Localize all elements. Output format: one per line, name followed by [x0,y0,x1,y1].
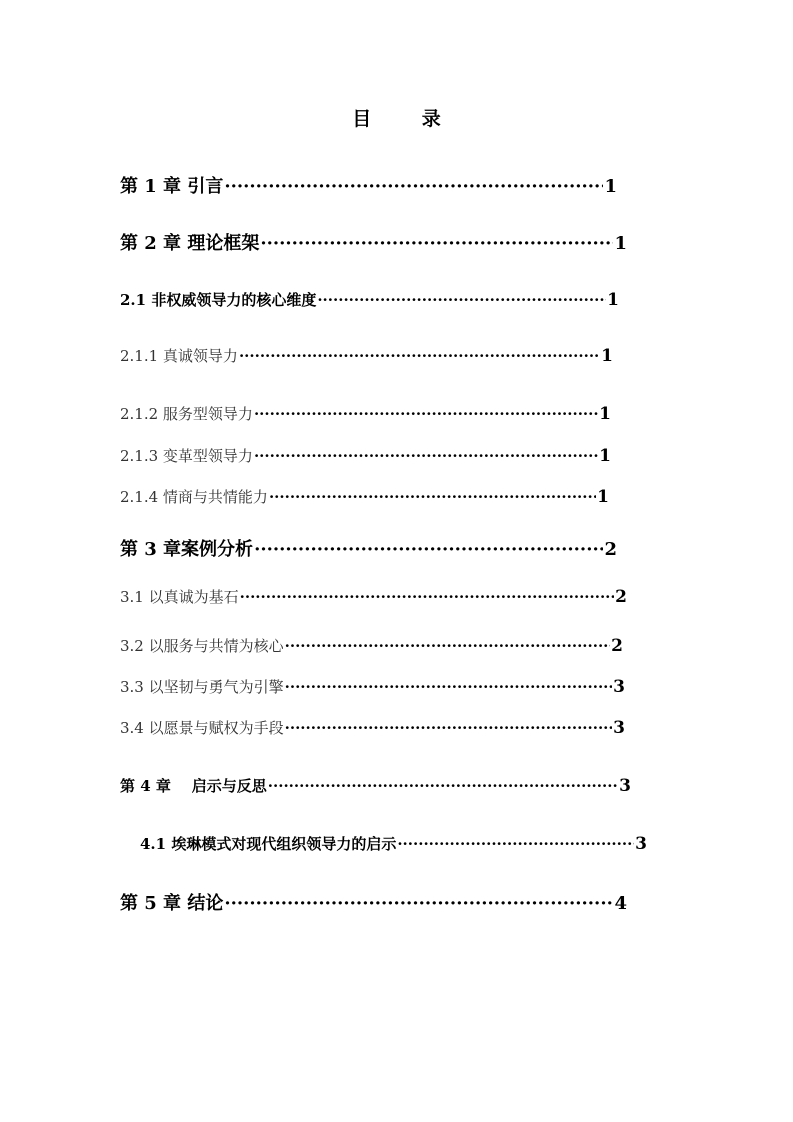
toc-entry-section-3-1[interactable] [120,586,627,607]
toc-page-number: 1 [604,176,617,197]
toc-entry-section-3-2[interactable] [120,635,623,656]
toc-entry-label: 4.1 埃琳模式对现代组织领导力的启示 [140,835,397,853]
toc-entry-section-2-1-2[interactable] [120,403,611,424]
dot-leader [224,893,613,914]
toc-page-number: 1 [614,233,627,254]
toc-entry-label: 2.1.3 变革型领导力 [120,447,253,465]
toc-entry-label: 第 2 章 理论框架 [120,233,260,254]
toc-page-number: 1 [599,404,611,424]
toc-entry-chapter-1[interactable] [120,172,617,198]
toc-page-number: 2 [615,587,627,607]
toc-entry-label: 2.1.4 情商与共情能力 [120,488,268,506]
dot-leader [285,678,613,696]
toc-entry-label: 2.1.2 服务型领导力 [120,405,253,423]
toc-entry-section-2-1-4[interactable] [120,486,609,507]
toc-entry-section-3-4[interactable] [120,717,625,738]
dot-leader [268,777,618,795]
toc-entry-label: 第 1 章 引言 [120,176,224,197]
dot-leader [317,291,606,309]
toc-page-number: 2 [611,636,623,656]
toc-entry-chapter-3[interactable] [120,535,617,561]
toc-entry-label: 第 3 章案例分析 [120,539,254,560]
toc-entry-label: 第 5 章 结论 [120,893,224,914]
dot-leader [285,637,611,655]
dot-leader [260,233,613,254]
toc-entry-section-2-1-1[interactable] [120,345,613,366]
toc-entry-label: 2.1.1 真诚领导力 [120,347,238,365]
toc-entry-section-3-3[interactable] [120,676,625,697]
toc-entry-chapter-4[interactable] [120,775,631,796]
page-title: 目 录 [352,108,463,130]
dot-leader [224,176,603,197]
toc-page-number: 3 [619,776,631,796]
toc-entry-label: 3.4 以愿景与赋权为手段 [120,719,284,737]
dot-leader [254,539,603,560]
toc-entry-chapter-2[interactable] [120,229,627,255]
toc-page-number: 3 [635,834,647,854]
dot-leader [285,719,613,737]
toc-entry-section-2-1[interactable] [120,289,619,310]
toc-page-number: 1 [601,346,613,366]
toc-entry-section-2-1-3[interactable] [120,445,611,466]
toc-page-number: 1 [597,487,609,507]
toc-page-number: 3 [613,718,625,738]
dot-leader [240,588,615,606]
toc-page-number: 1 [607,290,619,310]
toc-entry-section-4-1[interactable] [140,833,647,854]
toc-entry-label: 2.1 非权威领导力的核心维度 [120,291,317,309]
dot-leader [269,488,596,506]
toc-entry-label: 3.3 以坚韧与勇气为引擎 [120,678,284,696]
dot-leader [397,835,634,853]
toc-page-number: 1 [599,446,611,466]
dot-leader [254,405,598,423]
toc-page-number: 4 [614,893,627,914]
toc-page-number: 3 [613,677,625,697]
toc-entry-label: 第 4 章 启示与反思 [120,777,267,795]
toc-entry-chapter-5[interactable] [120,889,627,915]
toc-entry-label: 3.2 以服务与共情为核心 [120,637,284,655]
dot-leader [239,347,600,365]
toc-page-number: 2 [604,539,617,560]
toc-entry-label: 3.1 以真诚为基石 [120,588,239,606]
dot-leader [254,447,598,465]
